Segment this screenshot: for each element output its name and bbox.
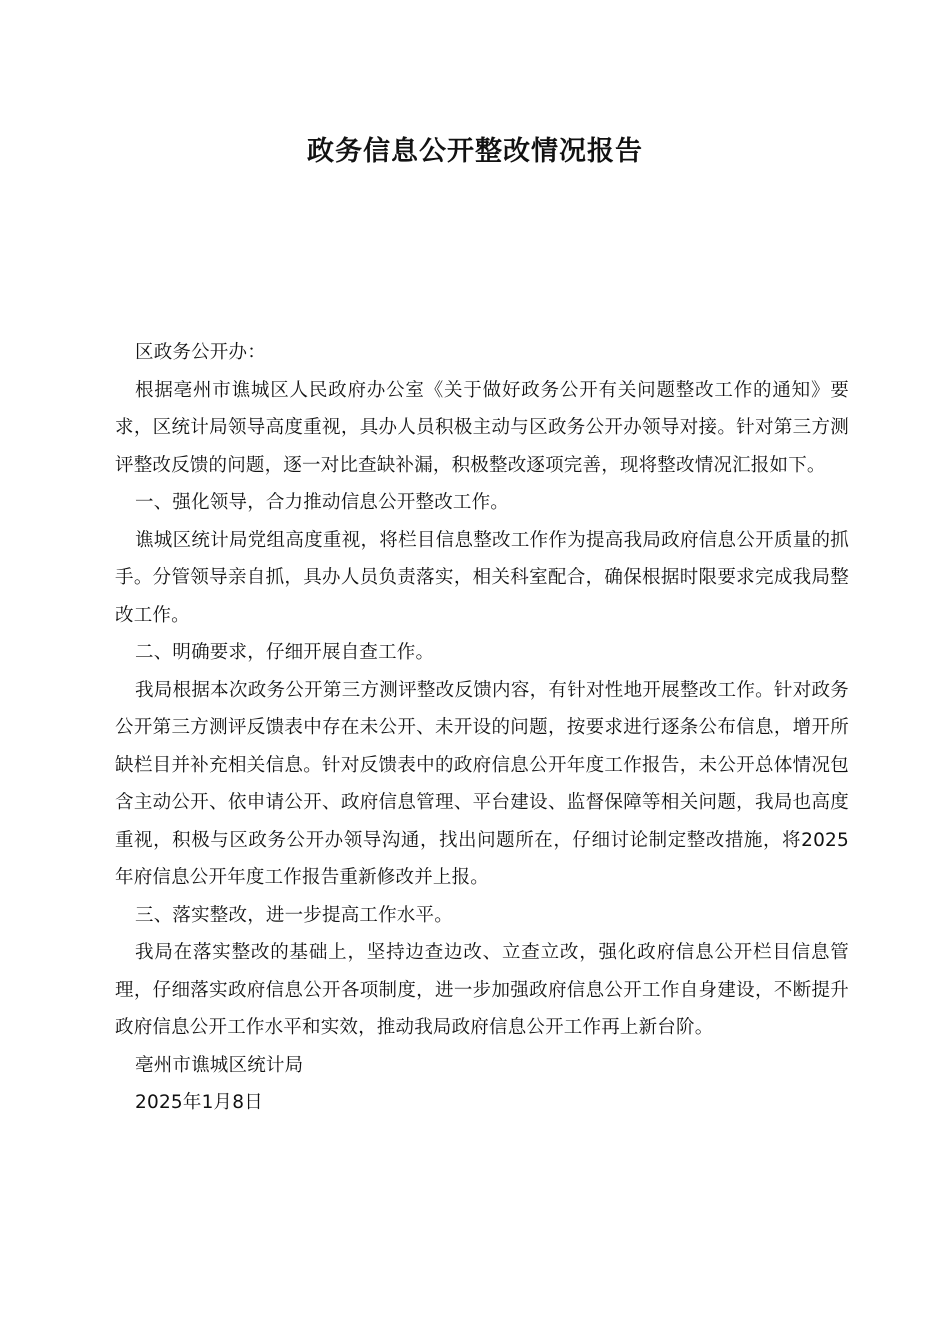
section-heading-3: 三、落实整改，进一步提高工作水平。 xyxy=(135,904,453,926)
paragraph-section-3: 我局在落实整改的基础上，坚持边查边改、立查立改，强化政府信息公开栏目信息管理，仔细落实政府信息公开各项制度，进一步加强政府信息公开工作自身建设，不断提升政府信息公开工作水平和实效，推动我局政府信息公开工作再上新台阶。 xyxy=(115,942,849,1038)
paragraph-intro: 根据亳州市谯城区人民政府办公室《关于做好政务公开有关问题整改工作的通知》要求，区统计局领导高度重视，具办人员积极主动与区政务公开办领导对接。针对第三方测评整改反馈的问题，逐一对比查缺补漏，积极整改逐项完善，现将整改情况汇报如下。 xyxy=(115,379,849,476)
section-heading-2: 二、明确要求，仔细开展自查工作。 xyxy=(135,642,435,663)
document-title: 政务信息公开整改情况报告 xyxy=(307,136,643,167)
date: 2025年1月8日 xyxy=(135,1092,263,1113)
paragraph-section-2: 我局根据本次政务公开第三方测评整改反馈内容，有针对性地开展整改工作。针对政务公开第三方测评反馈表中存在未公开、未开设的问题，按要求进行逐条公布信息，增开所缺栏目并补充相关信息。针对反馈表中的政府信息公开年度工作报告，未公开总体情况包含主动公开、依申请公开、政府信息管理、平台建设、监督保障等相关问题，我局也高度重视，积极与区政务公开办领导沟通，找出问题所在，仔细讨论制定整改措施，将2025年府信息公开年度工作报告重新修改并上报。 xyxy=(115,679,849,888)
section-heading-1: 一、强化领导，合力推动信息公开整改工作。 xyxy=(135,492,510,513)
paragraph-section-1: 谯城区统计局党组高度重视，将栏目信息整改工作作为提高我局政府信息公开质量的抓手。分管领导亲自抓，具办人员负责落实，相关科室配合，确保根据时限要求完成我局整改工作。 xyxy=(115,529,849,626)
document-body xyxy=(115,334,849,1122)
signature: 亳州市谯城区统计局 xyxy=(135,1054,304,1076)
salutation: 区政务公开办： xyxy=(135,342,266,363)
